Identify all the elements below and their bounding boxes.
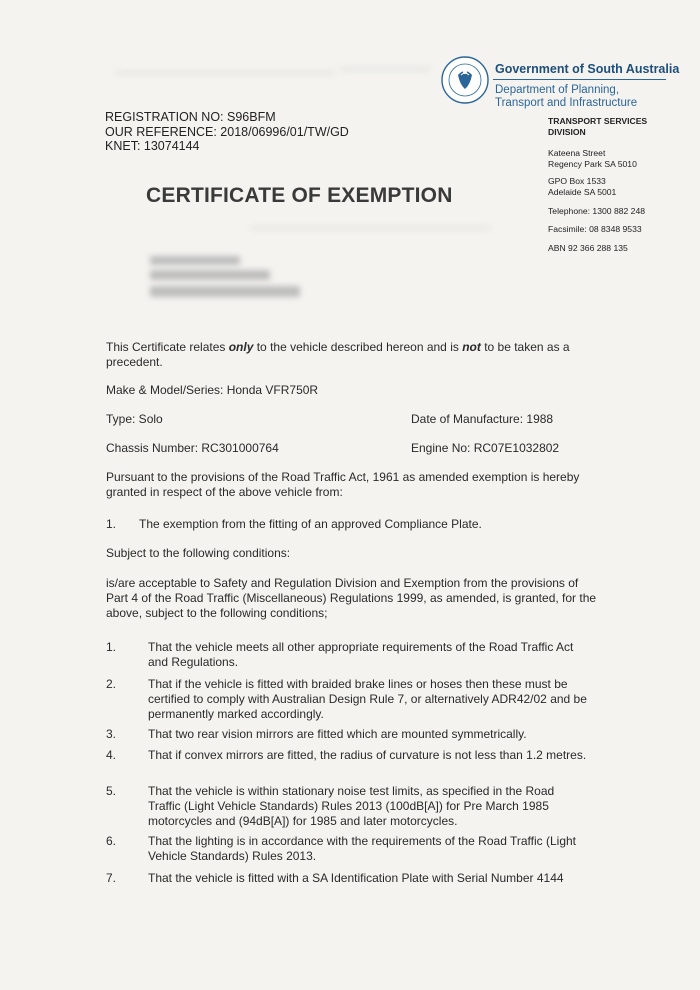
division-line1: TRANSPORT SERVICES (548, 116, 648, 126)
government-name: Government of South Australia (495, 62, 680, 76)
conditions-intro: Subject to the following conditions: (106, 546, 291, 560)
scope-statement: This Certificate relates only to the vehicle described hereon and is not to be taken as a precedent. (106, 340, 570, 369)
department-name-line2: Transport and Infrastructure (495, 97, 638, 109)
po-city: Adelaide SA 5001 (548, 187, 617, 197)
acceptance-statement: is/are acceptable to Safety and Regulation Division and Exemption from the provisions of Part 4 of the Road Traffic (Miscellaneous) Regulations 1999, as amended, is granted, for the above, subject to the following conditions; (106, 576, 597, 620)
redacted-recipient-street (150, 270, 270, 280)
telephone: Telephone: 1300 882 248 (548, 206, 646, 216)
redacted-recipient-suburb (150, 286, 300, 297)
vehicle-type: Type: Solo (106, 412, 163, 426)
certificate-page: Government of South Australia Department of Planning, Transport and Infrastructure REGISTRATION NO: S96BFM OUR REFERENCE: 2018/06996/01/TW/GD KNET: 13074144 TRANSPORT SERVICES DIVISION Kateena Street Regency Park SA 5010 GPO Box 1533 Adelaide SA 5001 Telephone: 1300 882 248 Facsimile: 08 8348 9533 ABN 92 366 288 135 CERTIFICATE OF EXEMPTION This Certificate relates only to the vehicle described hereon and is not to be taken as a precedent. Make & Model/Series: Honda VFR750R Type: Solo Date of Manufacture: 1988 Chassis Number: RC301000764 Engine No: RC07E1032802 Pursuant to the provisions of the Road Traffic Act, 1961 as amended exemption is hereby granted in respect of the above vehicle from: 1. The exemption from the fitting of an approved Compliance Plate. Subject to the following conditions: is/are acceptable to Safety and Regulation Division and Exemption from the provisions of Part 4 of the Road Traffic (Miscellaneous) Regulations 1999, as amended, is granted, for the above, subject to the following conditions; 1. That the vehicle meets all other appropriate requirements of the Road Traffic Act and Regulations. 2. That if the vehicle is fitted with braided brake lines or hoses then these must be certified to comply with Australian Design Rule 7, or alternatively ADR42/02 and be permanently marked accordingly. 3. That two rear vision mirrors are fitted which are mounted symmetrically. 4. That if convex mirrors are fitted, the radius of curvature is not less than 1.2 metres. 5. That the vehicle is within stationary noise test limits, as specified in the Road Traffic (Light Vehicle Standards) Rules 2013 (100dB[A]) for Pre March 1985 motorcycles and (94dB[A]) for 1985 and later motorcycles. 6. That the lighting is in accordance with the requirements of the Road Traffic (Light Vehicle Standards) Rules 2013. 7. That the vehicle is fitted with a SA Identification Plate with Serial Number 4144 (0, 0, 700, 990)
date-of-manufacture: Date of Manufacture: 1988 (411, 412, 554, 426)
registration-number: REGISTRATION NO: S96BFM (105, 110, 276, 124)
faint-background-text (340, 66, 430, 72)
make-model: Make & Model/Series: Honda VFR750R (106, 383, 319, 397)
government-seal-icon (440, 55, 490, 105)
engine-number: Engine No: RC07E1032802 (411, 441, 560, 455)
chassis-number: Chassis Number: RC301000764 (106, 441, 279, 455)
redacted-recipient-name (150, 256, 240, 265)
header-divider (493, 79, 666, 80)
abn: ABN 92 366 288 135 (548, 243, 628, 253)
street-address: Kateena Street (548, 148, 606, 158)
facsimile: Facsimile: 08 8348 9533 (548, 224, 642, 234)
department-name-line1: Department of Planning, (495, 84, 620, 96)
knet-number: KNET: 13074144 (105, 139, 200, 153)
faint-background-text (115, 70, 335, 76)
division-name (548, 116, 647, 138)
po-box: GPO Box 1533 (548, 176, 606, 186)
pursuant-statement: Pursuant to the provisions of the Road Traffic Act, 1961 as amended exemption is hereby granted in respect of the above vehicle from: (106, 470, 580, 499)
division-line2: DIVISION (548, 127, 586, 137)
faint-background-text (250, 225, 490, 231)
our-reference: OUR REFERENCE: 2018/06996/01/TW/GD (105, 124, 349, 139)
document-title: CERTIFICATE OF EXEMPTION (146, 184, 453, 207)
reference-block (105, 110, 349, 154)
street-suburb: Regency Park SA 5010 (548, 159, 637, 169)
